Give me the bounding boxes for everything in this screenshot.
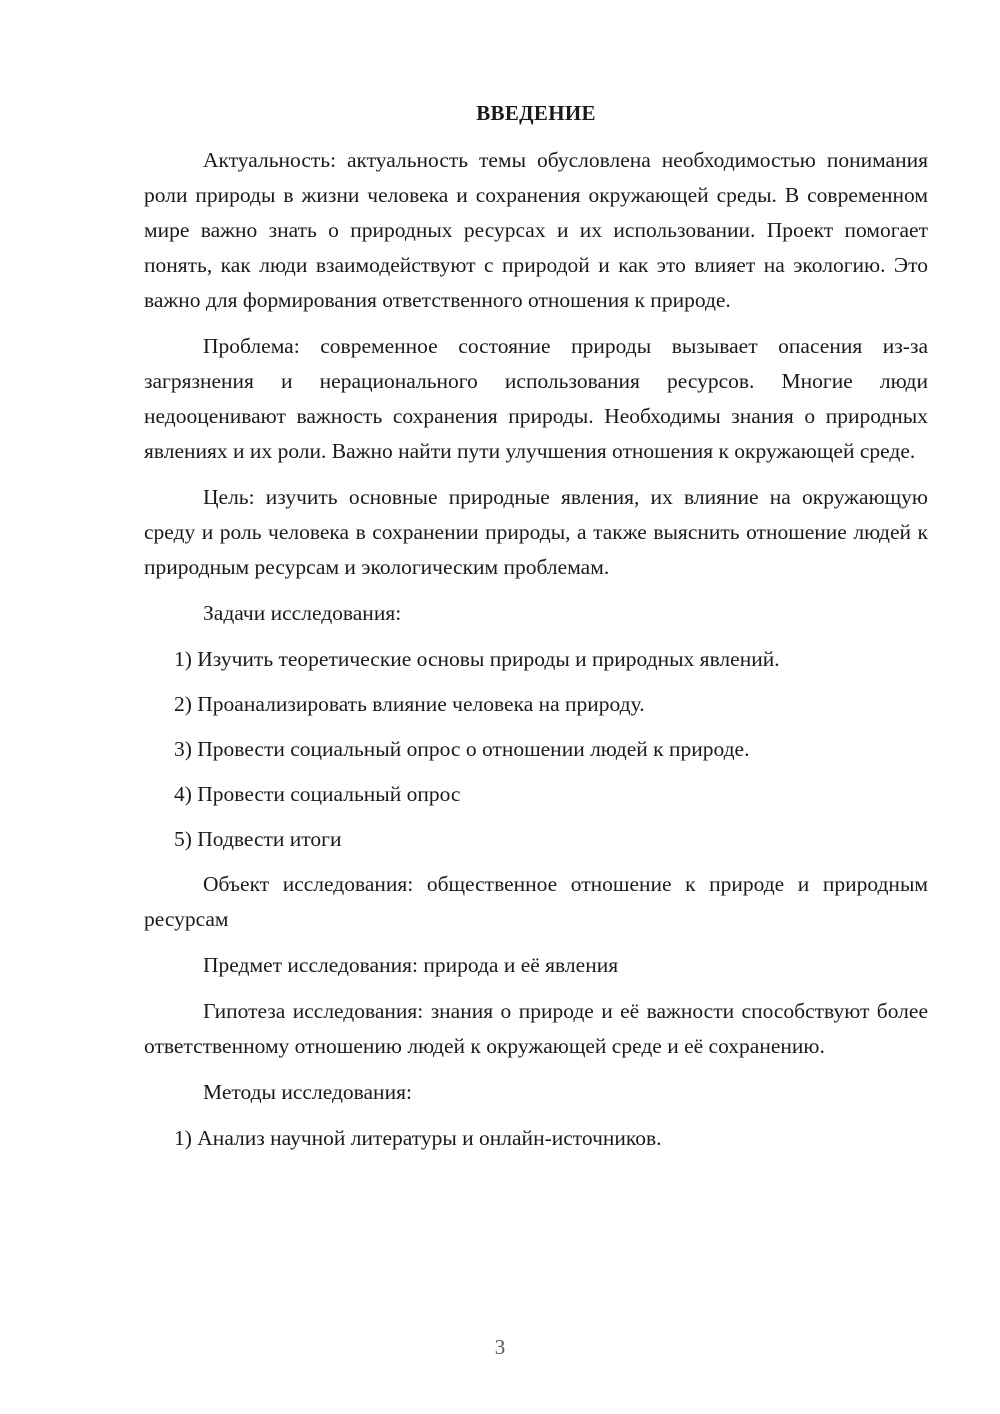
task-item: 3) Провести социальный опрос о отношении людей к природе. (174, 737, 750, 761)
problem-paragraph: Проблема: современное состояние природы вызывает опасения из-за загрязнения и нерационального использования ресурсов. Многие люди недооценивают важность сохранения природы. Необходимы знания о природных явлениях и их роли. Важно найти пути улучшения отношения к окружающей среде. (144, 334, 928, 463)
object-paragraph: Объект исследования: общественное отношение к природе и природным ресурсам (144, 872, 928, 931)
task-item: 5) Подвести итоги (174, 827, 342, 851)
goal-paragraph: Цель: изучить основные природные явления, их влияние на окружающую среду и роль человека в сохранении природы, а также выяснить отношение людей к природным ресурсам и экологическим проблемам. (144, 485, 928, 579)
tasks-heading: Задачи исследования: (203, 601, 402, 625)
relevance-paragraph: Актуальность: актуальность темы обусловлена необходимостью понимания роли природы в жизни человека и сохранения окружающей среды. В современном мире важно знать о природных ресурсах и их использовании. Проект помогает понять, как люди взаимодействуют с природой и как это влияет на экологию. Это важно для формирования ответственного отношения к природе. (144, 148, 928, 312)
method-item: 1) Анализ научной литературы и онлайн-источников. (174, 1126, 662, 1150)
task-item: 2) Проанализировать влияние человека на природу. (174, 692, 645, 716)
methods-heading: Методы исследования: (203, 1080, 412, 1104)
page-number: 3 (494, 1335, 506, 1359)
subject-paragraph: Предмет исследования: природа и её явления (203, 953, 619, 977)
section-title: ВВЕДЕНИЕ (476, 101, 596, 125)
hypothesis-paragraph: Гипотеза исследования: знания о природе и её важности способствуют более ответственному отношению людей к окружающей среде и её сохранению. (144, 999, 928, 1058)
document-page (144, 96, 928, 1166)
task-item: 4) Провести социальный опрос (174, 782, 461, 806)
task-item: 1) Изучить теоретические основы природы и природных явлений. (174, 647, 780, 671)
